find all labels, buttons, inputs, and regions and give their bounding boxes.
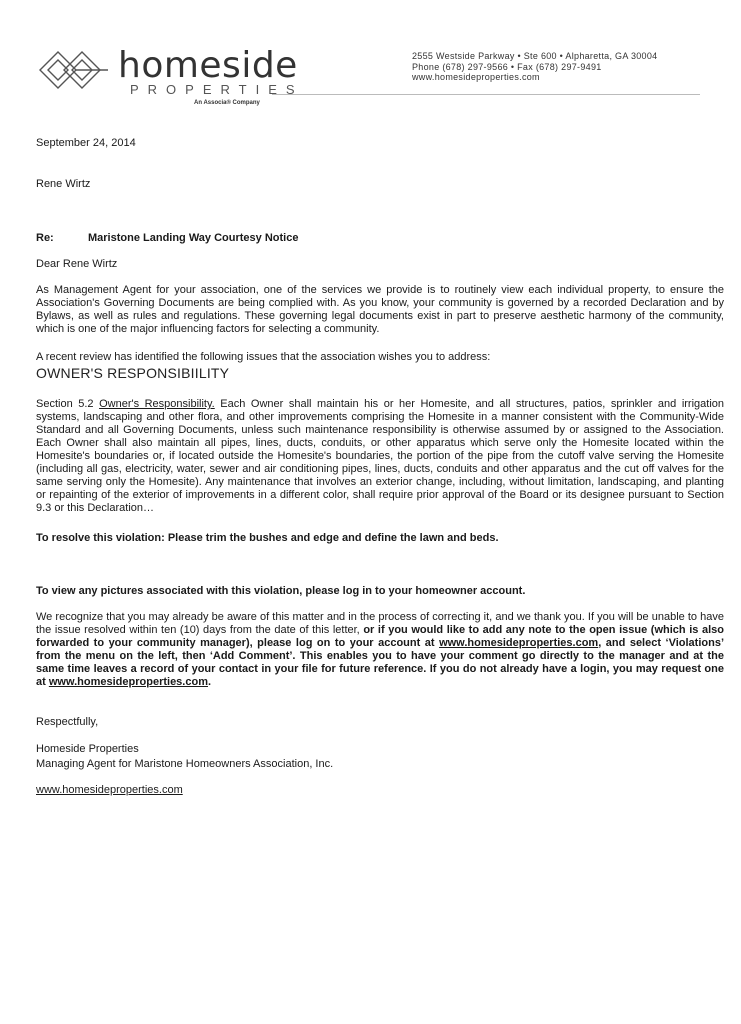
re-label: Re: (36, 232, 54, 244)
closing-link-2[interactable]: www.homesideproperties.com (48, 676, 208, 688)
header-divider (272, 94, 700, 95)
closing-paragraph (36, 611, 724, 689)
section-text: Each Owner shall maintain his or her Homesite, and all structures, patios, sprinkler and irrigation systems, landscaping and other flora, and other improvements comprising the Homesite in a manner consistent with the Community-Wide Standard and all Governing Documents, unless such maintenance responsibility is otherwise assumed by or assigned to the Association. Each Owner shall also maintain all pipes, lines, ducts, conduits, or other apparatus which serve only the Homesite located within the Homesite's boundaries or, if located outside the Homesite's boundaries, the portion of the pipe from the cutoff valve serving the Homesite (including all gas, electricity, water, sewer and air conditioning pipes, lines, ducts, conduits and other apparatus and the cut off valves for the same serving only the Homesite). Any maintenance that involves an exterior change, including, without limitation, landscaping, and planting or repainting of the exterior of improvements in a different color, shall require prior approval of the Board or its designee pursuant to Section 9.3 or this Declaration… (36, 398, 725, 514)
address-website: www.homesideproperties.com (412, 72, 540, 82)
website-link[interactable]: www.homesideproperties.com (36, 784, 183, 796)
address-street: 2555 Westside Parkway • Ste 600 • Alpharetta, GA 30004 (412, 51, 658, 61)
pictures-instruction: To view any pictures associated with this violation, please log in to your homeowner account. (36, 585, 526, 597)
letter-date: September 24, 2014 (36, 137, 136, 149)
closing-text-1: We recognize that you may already be aware of this matter and in the process of correcting it, and we thank you. If you will be unable to have the issue resolved within ten (10) days from the date of this letter, (36, 611, 724, 636)
section-paragraph (36, 398, 724, 515)
closing-text-3: , and select ‘Violations’ from the menu on the left, then ‘Add Comment’. This enables you to have your comment go directly to the manager and at the same time leaves a record of your contact in your file for future reference. If you do not already have a login, you may request one at (36, 637, 724, 688)
sender-name: Homeside Properties (36, 743, 139, 755)
re-subject: Maristone Landing Way Courtesy Notice (88, 232, 299, 244)
intro-paragraph: As Management Agent for your association, one of the services we provide is to routinely view each individual property, to ensure the Association's Governing Documents are being complied with. As you know, your community is governed by a recorded Declaration and by Bylaws, as well as rules and regulations. These governing legal documents exist in part to preserve aesthetic harmony of the community, which is one of the major influencing factors for selecting a community. (36, 284, 724, 335)
recipient-name: Rene Wirtz (36, 178, 91, 190)
sender-title: Managing Agent for Maristone Homeowners Association, Inc. (36, 758, 334, 770)
signoff: Respectfully, (36, 716, 99, 728)
brand-subtitle: PROPERTIES (130, 82, 304, 97)
review-line: A recent review has identified the following issues that the association wishes you to address: (36, 351, 491, 363)
section-heading: OWNER'S RESPONSIBIILITY (36, 365, 230, 381)
closing-end: . (207, 676, 212, 688)
address-phone: Phone (678) 297-9566 • Fax (678) 297-9491 (412, 61, 602, 72)
section-title: Owner's Responsibility. (99, 398, 215, 410)
homeside-diamond-icon (36, 44, 116, 94)
closing-link-1[interactable]: www.homesideproperties.com (439, 637, 599, 649)
brand-name: homeside (118, 45, 298, 86)
brand-tagline: An Associa® Company (194, 100, 260, 106)
company-address (412, 51, 657, 83)
company-logo (36, 44, 304, 114)
section-prefix: Section 5.2 (36, 398, 100, 410)
closing-text-2: or if you would like to add any note to the open issue (which is also forwarded to your community manager), please log on to your account at (36, 624, 724, 649)
resolve-instruction: To resolve this violation: Please trim the bushes and edge and define the lawn and beds. (36, 532, 499, 544)
salutation: Dear Rene Wirtz (36, 258, 118, 270)
